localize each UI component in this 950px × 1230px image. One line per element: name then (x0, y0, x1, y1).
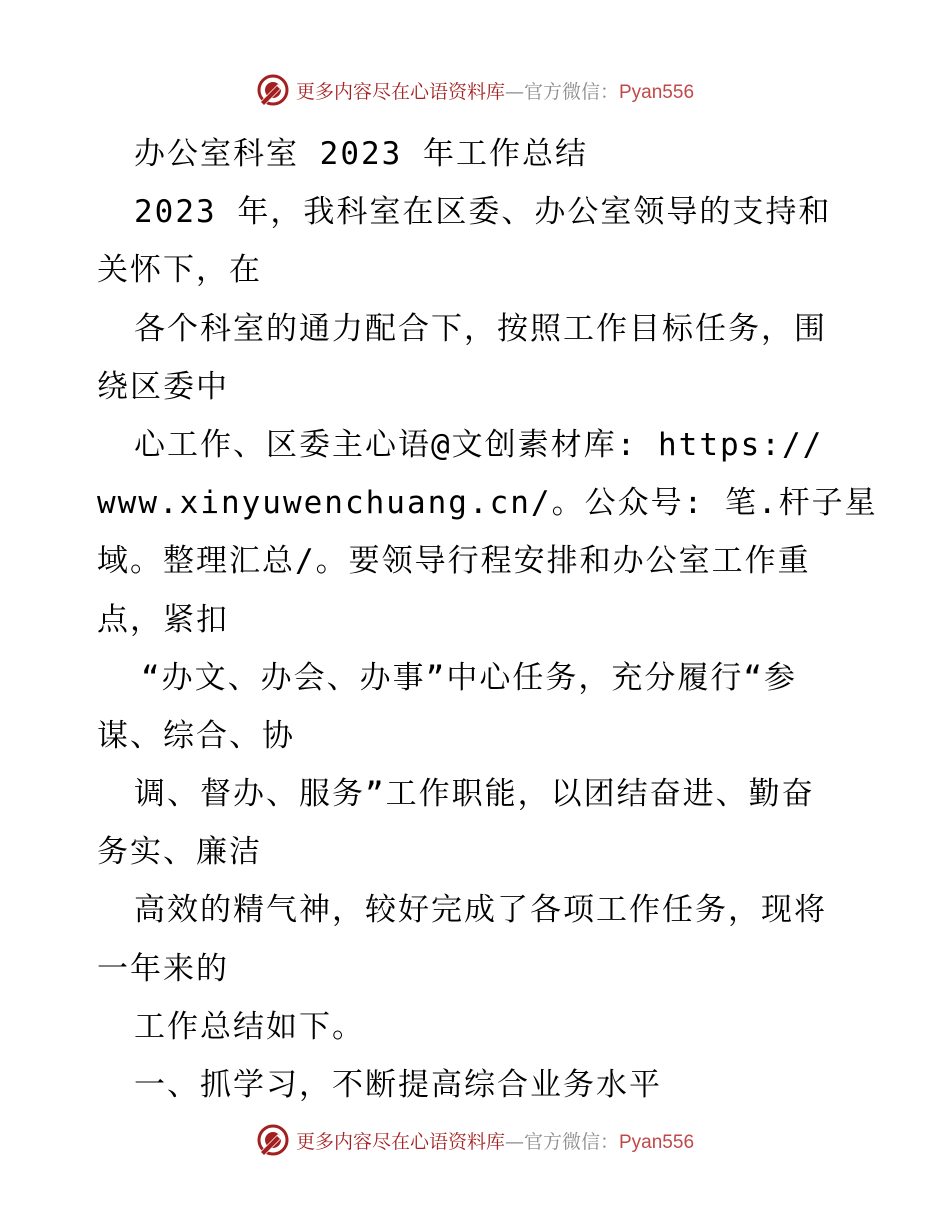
paragraph-line: 心工作、区委主心语@文创素材库: https:// (134, 426, 824, 463)
banner-text: 更多内容尽在心语资料库—官方微信：Pyan556 (295, 80, 695, 103)
paragraph-line: 各个科室的通力配合下，按照工作目标任务，围 (134, 310, 827, 347)
document-body (97, 125, 878, 1114)
paragraph-line: 一年来的 (97, 950, 229, 987)
paragraph-line: 高效的精气神，较好完成了各项工作任务，现将 (134, 892, 827, 929)
paragraph-line: 务实、廉洁 (97, 834, 262, 871)
header-banner (0, 70, 950, 110)
banner-text: 更多内容尽在心语资料库—官方微信：Pyan556 (295, 1130, 695, 1153)
pen-circle-logo-icon (256, 1123, 290, 1157)
pen-circle-logo-icon (256, 73, 290, 107)
section-heading: 一、抓学习，不断提高综合业务水平 (134, 1067, 662, 1103)
paragraph-line: 域。整理汇总/。要领导行程安排和办公室工作重 (97, 543, 811, 580)
document-title: 办公室科室 2023 年工作总结 (134, 136, 588, 172)
paragraph-line: 2023 年，我科室在区委、办公室领导的支持和 (134, 194, 832, 231)
paragraph-line: 工作总结如下。 (134, 1008, 365, 1045)
paragraph-line: 点，紧扣 (97, 601, 229, 638)
paragraph-line: 调、督办、服务”工作职能，以团结奋进、勤奋 (134, 776, 815, 813)
paragraph-line: www.xinyuwenchuang.cn/。公众号: 笔.杆子星 (97, 485, 878, 522)
footer-banner (0, 1120, 950, 1160)
paragraph-line: 绕区委中 (97, 368, 229, 405)
paragraph-line: 关怀下，在 (97, 252, 262, 289)
paragraph-line: “办文、办会、办事”中心任务，充分履行“参 (141, 659, 797, 696)
paragraph-line: 谋、综合、协 (97, 717, 295, 754)
